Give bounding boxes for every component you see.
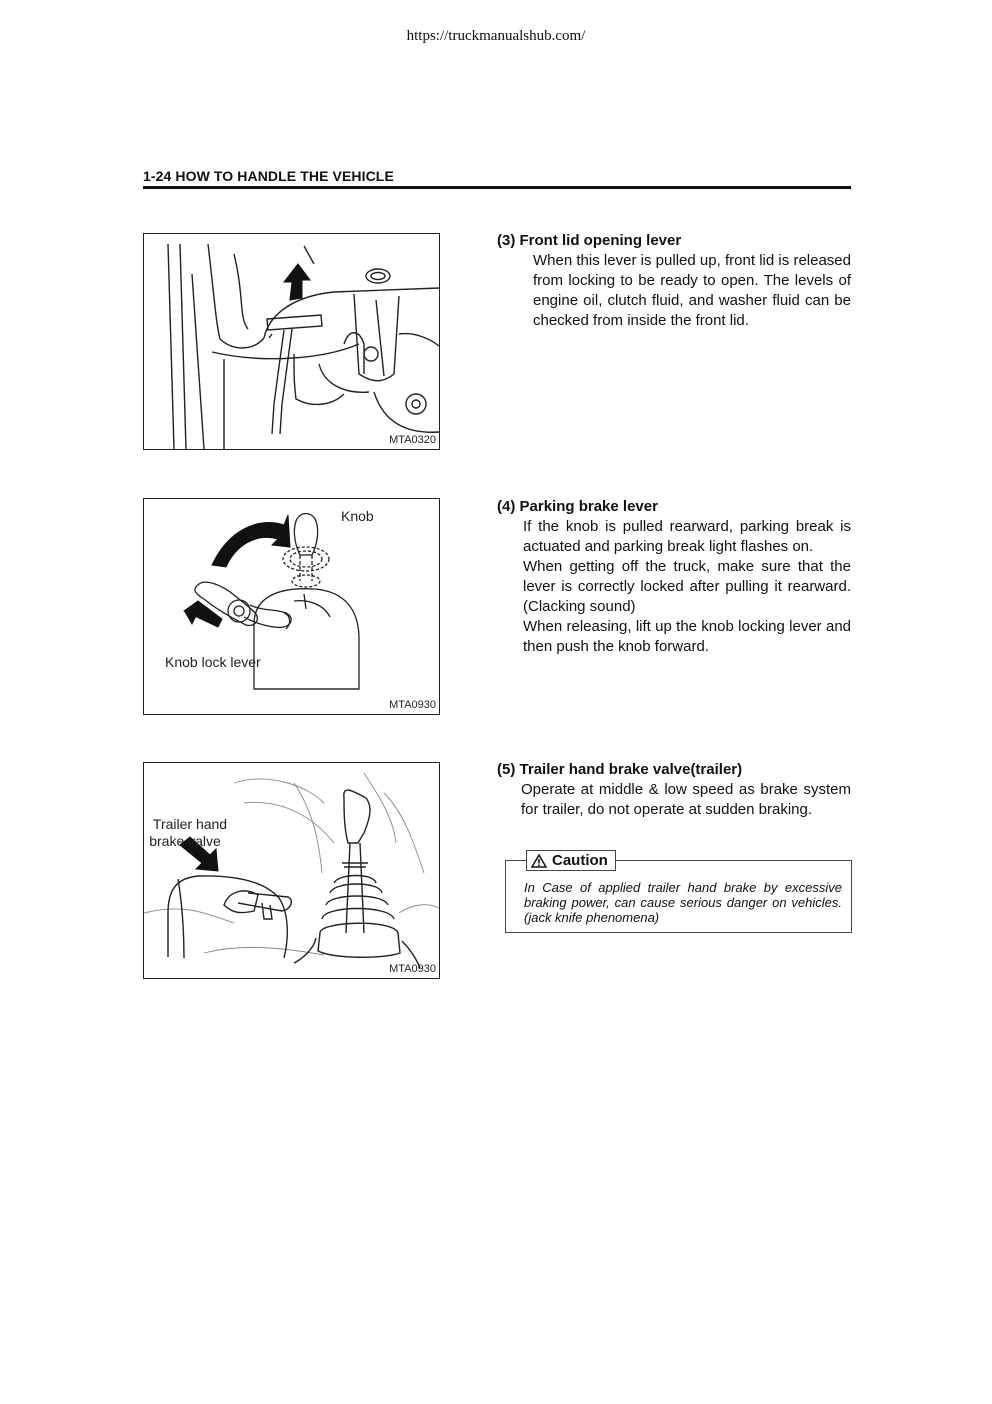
section-title [497, 760, 851, 780]
knob-lock-lever-label: Knob lock lever [165, 654, 261, 670]
section-title-text: Front lid opening lever [519, 232, 682, 249]
section-title-text: Parking brake lever [519, 498, 658, 515]
warning-triangle-icon [531, 854, 547, 868]
section-number: (3) [497, 232, 516, 249]
caution-text: In Case of applied trailer hand brake by excessive braking power, can cause serious danger on vehicles.(jack knife phenomena) [524, 880, 842, 925]
figure-code: MTA0930 [389, 963, 436, 975]
section-body: When this lever is pulled up, front lid is released from locking to be ready to open. The levels of engine oil, clutch fluid, and washer fluid can be checked from inside the front lid. [533, 252, 851, 329]
figure-parking-brake-lever [143, 498, 440, 715]
trailer-hand-label: Trailer hand [152, 816, 228, 832]
section-number: (4) [497, 498, 516, 515]
section-paragraph: When releasing, lift up the knob locking lever and then push the knob forward. [523, 618, 851, 655]
parking-brake-lever-illustration [144, 499, 439, 714]
section-number: (5) [497, 761, 516, 778]
section-body: Operate at middle & low speed as brake system for trailer, do not operate at sudden braking. [521, 781, 851, 818]
section-title [497, 497, 851, 517]
section-paragraph: If the knob is pulled rearward, parking break is actuated and parking break light flashes on. [523, 518, 851, 555]
section-paragraph: When getting off the truck, make sure that the lever is correctly locked after pulling it rearward.(Clacking sound) [523, 558, 851, 615]
figure-front-lid-lever [143, 233, 440, 450]
section-front-lid-lever [497, 231, 851, 331]
header-rule [143, 186, 851, 189]
knob-label: Knob [341, 508, 374, 524]
caution-header [526, 850, 616, 871]
section-title-text: Trailer hand brake valve(trailer) [519, 761, 743, 778]
section-title [497, 231, 851, 251]
caution-title: Caution [552, 852, 608, 869]
brake-valve-label: brake valve [149, 833, 221, 849]
figure-code: MTA0930 [389, 699, 436, 711]
figure-code: MTA0320 [389, 434, 436, 446]
trailer-brake-valve-illustration [144, 763, 439, 978]
section-trailer-brake-valve [497, 760, 851, 820]
page-header: 1-24 HOW TO HANDLE THE VEHICLE [143, 168, 394, 184]
caution-box [505, 852, 852, 933]
front-lid-lever-illustration [144, 234, 439, 449]
section-parking-brake-lever [497, 497, 851, 657]
figure-trailer-brake-valve [143, 762, 440, 979]
source-url: https://truckmanualshub.com/ [406, 28, 586, 44]
